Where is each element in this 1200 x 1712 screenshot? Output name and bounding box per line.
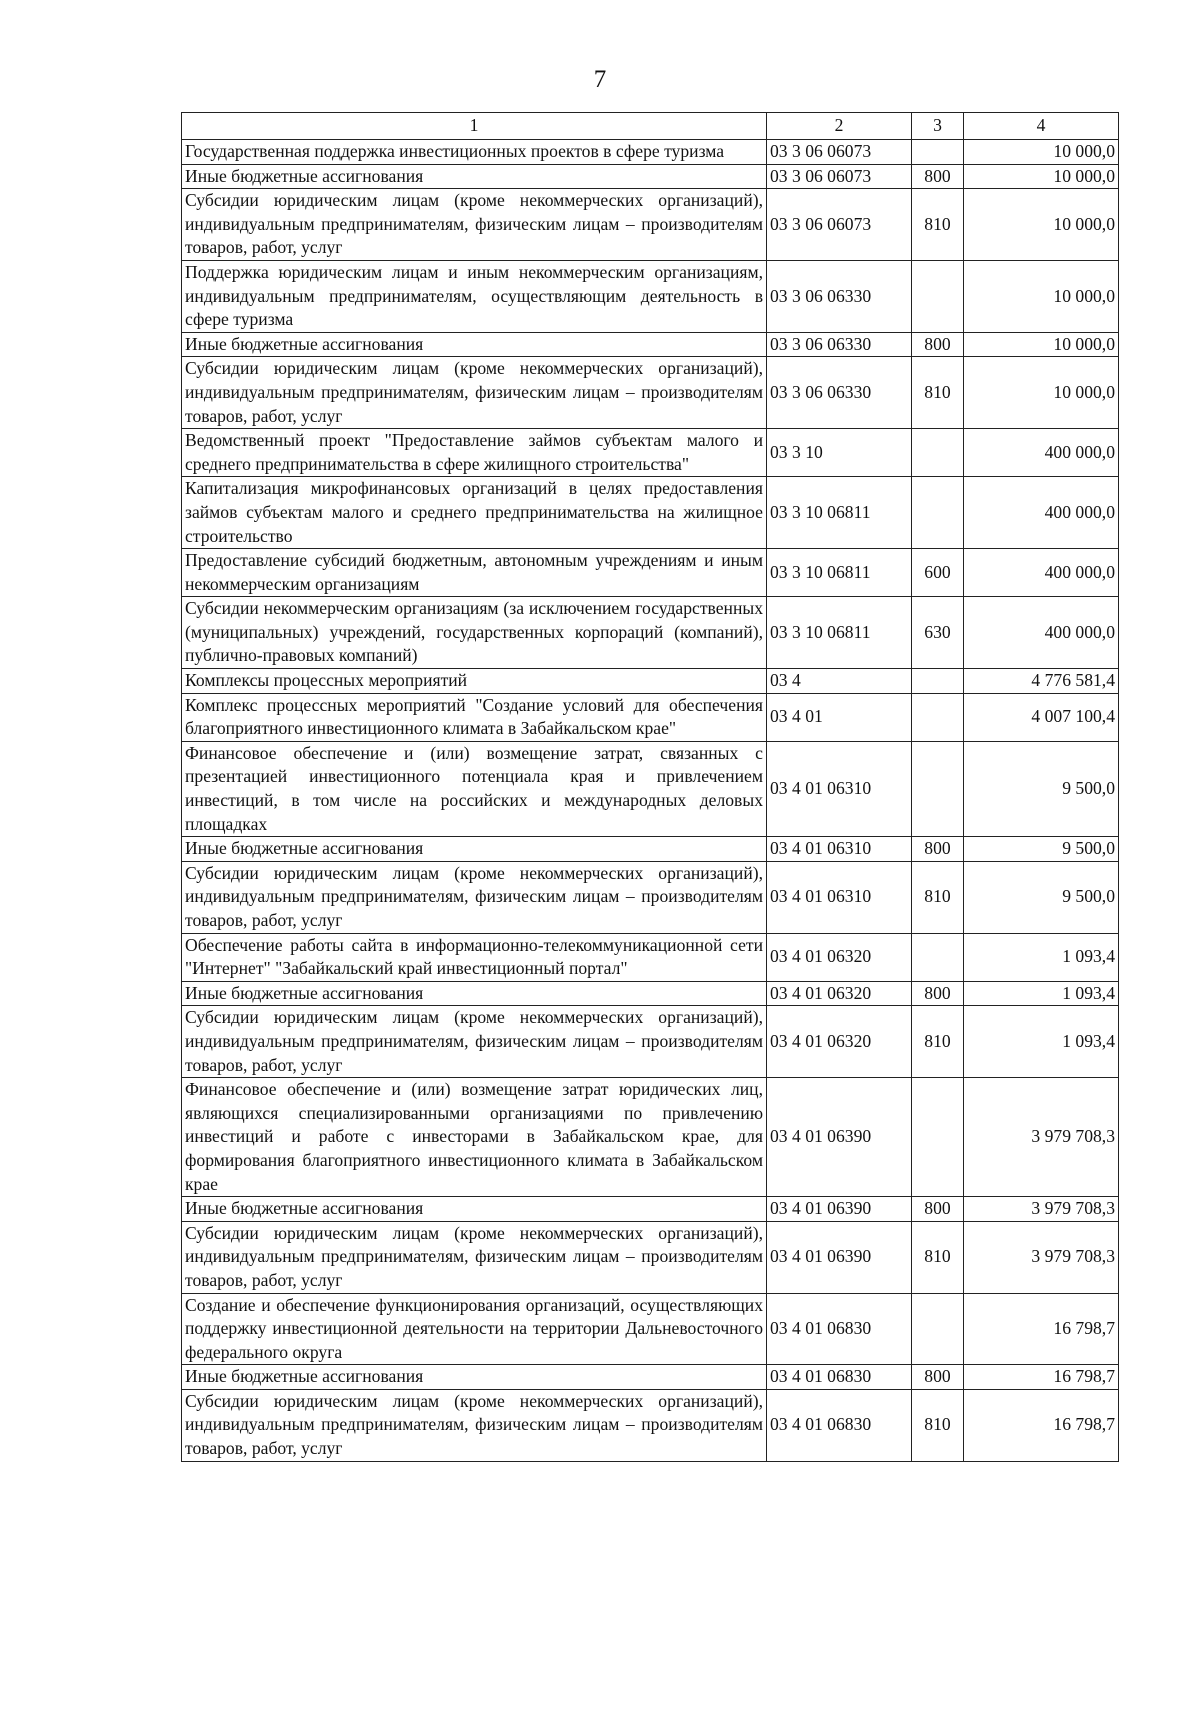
column-header: 1 xyxy=(182,113,767,140)
row-type-cell: 810 xyxy=(912,357,964,429)
table-row xyxy=(182,332,1119,357)
row-type-cell xyxy=(912,693,964,741)
row-type-cell xyxy=(912,260,964,332)
row-type-cell: 800 xyxy=(912,1197,964,1222)
row-name-cell: Субсидии юридическим лицам (кроме некоммерческих организаций), индивидуальным предпринимателям, физическим лицам – производителям товаров, работ, услуг xyxy=(182,1006,767,1078)
row-type-cell xyxy=(912,741,964,836)
row-name-cell: Комплекс процессных мероприятий "Создание условий для обеспечения благоприятного инвестиционного климата в Забайкальском крае" xyxy=(182,693,767,741)
row-amount-cell: 16 798,7 xyxy=(964,1293,1119,1365)
row-amount-cell: 3 979 708,3 xyxy=(964,1197,1119,1222)
row-type-cell: 810 xyxy=(912,861,964,933)
row-name-cell: Финансовое обеспечение и (или) возмещение затрат юридических лиц, являющихся специализированными организациями по привлечению инвестиций и работе с инвесторами в Забайкальском крае, для формирования благоприятного инвестиционного климата в Забайкальском крае xyxy=(182,1078,767,1197)
row-amount-cell: 1 093,4 xyxy=(964,933,1119,981)
row-amount-cell: 10 000,0 xyxy=(964,164,1119,189)
row-name-cell: Поддержка юридическим лицам и иным некоммерческим организациям, индивидуальным предпринимателям, осуществляющим деятельность в сфере туризма xyxy=(182,260,767,332)
table-row xyxy=(182,597,1119,669)
row-amount-cell: 10 000,0 xyxy=(964,332,1119,357)
row-code-cell: 03 4 01 06390 xyxy=(767,1221,912,1293)
row-name-cell: Государственная поддержка инвестиционных проектов в сфере туризма xyxy=(182,140,767,165)
row-amount-cell: 4 007 100,4 xyxy=(964,693,1119,741)
table-row xyxy=(182,140,1119,165)
table-row xyxy=(182,1365,1119,1390)
row-amount-cell: 16 798,7 xyxy=(964,1365,1119,1390)
row-amount-cell: 400 000,0 xyxy=(964,549,1119,597)
budget-table xyxy=(181,112,1119,1462)
row-amount-cell: 9 500,0 xyxy=(964,861,1119,933)
row-code-cell: 03 4 01 06310 xyxy=(767,861,912,933)
row-name-cell: Обеспечение работы сайта в информационно-телекоммуникационной сети "Интернет" "Забайкальский край инвестиционный портал" xyxy=(182,933,767,981)
row-type-cell: 810 xyxy=(912,1221,964,1293)
row-name-cell: Субсидии юридическим лицам (кроме некоммерческих организаций), индивидуальным предпринимателям, физическим лицам – производителям товаров, работ, услуг xyxy=(182,1221,767,1293)
row-name-cell: Иные бюджетные ассигнования xyxy=(182,332,767,357)
row-name-cell: Субсидии юридическим лицам (кроме некоммерческих организаций), индивидуальным предпринимателям, физическим лицам – производителям товаров, работ, услуг xyxy=(182,861,767,933)
row-name-cell: Иные бюджетные ассигнования xyxy=(182,981,767,1006)
row-type-cell xyxy=(912,429,964,477)
page-number: 7 xyxy=(593,66,607,93)
table-header-row xyxy=(182,113,1119,140)
table-row xyxy=(182,981,1119,1006)
row-name-cell: Субсидии юридическим лицам (кроме некоммерческих организаций), индивидуальным предпринимателям, физическим лицам – производителям товаров, работ, услуг xyxy=(182,357,767,429)
row-amount-cell: 4 776 581,4 xyxy=(964,669,1119,694)
table-row xyxy=(182,933,1119,981)
row-name-cell: Создание и обеспечение функционирования организаций, осуществляющих поддержку инвестиционной деятельности на территории Дальневосточного федерального округа xyxy=(182,1293,767,1365)
row-code-cell: 03 3 06 06073 xyxy=(767,140,912,165)
row-code-cell: 03 4 01 06830 xyxy=(767,1365,912,1390)
row-code-cell: 03 4 01 06830 xyxy=(767,1293,912,1365)
table-row xyxy=(182,1197,1119,1222)
row-type-cell: 800 xyxy=(912,981,964,1006)
row-amount-cell: 3 979 708,3 xyxy=(964,1078,1119,1197)
row-type-cell xyxy=(912,1078,964,1197)
row-amount-cell: 10 000,0 xyxy=(964,189,1119,261)
row-code-cell: 03 3 10 xyxy=(767,429,912,477)
row-code-cell: 03 3 06 06330 xyxy=(767,332,912,357)
table-row xyxy=(182,693,1119,741)
row-type-cell: 810 xyxy=(912,1389,964,1461)
table-row xyxy=(182,164,1119,189)
table-row xyxy=(182,837,1119,862)
table-row xyxy=(182,549,1119,597)
row-code-cell: 03 4 01 06830 xyxy=(767,1389,912,1461)
row-code-cell: 03 3 10 06811 xyxy=(767,549,912,597)
row-code-cell: 03 3 06 06073 xyxy=(767,164,912,189)
row-code-cell: 03 3 06 06330 xyxy=(767,260,912,332)
row-amount-cell: 9 500,0 xyxy=(964,741,1119,836)
row-name-cell: Финансовое обеспечение и (или) возмещение затрат, связанных с презентацией инвестиционного потенциала края и привлечением инвестиций, в том числе на российских и международных деловых площадках xyxy=(182,741,767,836)
row-type-cell xyxy=(912,477,964,549)
table-body xyxy=(182,113,1119,1462)
row-type-cell: 800 xyxy=(912,837,964,862)
row-code-cell: 03 4 01 xyxy=(767,693,912,741)
column-header: 4 xyxy=(964,113,1119,140)
row-code-cell: 03 3 06 06330 xyxy=(767,357,912,429)
row-amount-cell: 10 000,0 xyxy=(964,140,1119,165)
row-name-cell: Капитализация микрофинансовых организаций в целях предоставления займов субъектам малого и среднего предпринимательства на жилищное строительство xyxy=(182,477,767,549)
row-code-cell: 03 4 01 06320 xyxy=(767,933,912,981)
row-name-cell: Иные бюджетные ассигнования xyxy=(182,164,767,189)
row-type-cell: 810 xyxy=(912,1006,964,1078)
row-type-cell xyxy=(912,1293,964,1365)
row-amount-cell: 10 000,0 xyxy=(964,260,1119,332)
row-code-cell: 03 4 01 06320 xyxy=(767,1006,912,1078)
row-name-cell: Субсидии юридическим лицам (кроме некоммерческих организаций), индивидуальным предпринимателям, физическим лицам – производителям товаров, работ, услуг xyxy=(182,1389,767,1461)
row-code-cell: 03 4 01 06320 xyxy=(767,981,912,1006)
row-name-cell: Субсидии некоммерческим организациям (за исключением государственных (муниципальных) учреждений, государственных корпораций (компаний), публично-правовых компаний) xyxy=(182,597,767,669)
table-row xyxy=(182,260,1119,332)
table-row xyxy=(182,1389,1119,1461)
table-row xyxy=(182,1221,1119,1293)
row-type-cell: 630 xyxy=(912,597,964,669)
row-amount-cell: 10 000,0 xyxy=(964,357,1119,429)
table-row xyxy=(182,669,1119,694)
column-header: 3 xyxy=(912,113,964,140)
row-code-cell: 03 4 xyxy=(767,669,912,694)
row-type-cell xyxy=(912,933,964,981)
row-type-cell: 800 xyxy=(912,332,964,357)
row-name-cell: Ведомственный проект "Предоставление займов субъектам малого и среднего предпринимательства в сфере жилищного строительства" xyxy=(182,429,767,477)
row-name-cell: Иные бюджетные ассигнования xyxy=(182,1197,767,1222)
table-row xyxy=(182,741,1119,836)
row-amount-cell: 1 093,4 xyxy=(964,981,1119,1006)
row-amount-cell: 9 500,0 xyxy=(964,837,1119,862)
row-amount-cell: 3 979 708,3 xyxy=(964,1221,1119,1293)
row-amount-cell: 400 000,0 xyxy=(964,477,1119,549)
row-type-cell: 800 xyxy=(912,164,964,189)
table-row xyxy=(182,1078,1119,1197)
row-code-cell: 03 3 10 06811 xyxy=(767,477,912,549)
row-amount-cell: 400 000,0 xyxy=(964,597,1119,669)
row-amount-cell: 400 000,0 xyxy=(964,429,1119,477)
row-name-cell: Предоставление субсидий бюджетным, автономным учреждениям и иным некоммерческим организациям xyxy=(182,549,767,597)
row-code-cell: 03 4 01 06310 xyxy=(767,837,912,862)
row-type-cell xyxy=(912,669,964,694)
row-name-cell: Иные бюджетные ассигнования xyxy=(182,1365,767,1390)
row-name-cell: Иные бюджетные ассигнования xyxy=(182,837,767,862)
column-header: 2 xyxy=(767,113,912,140)
table-row xyxy=(182,429,1119,477)
row-type-cell: 810 xyxy=(912,189,964,261)
row-amount-cell: 16 798,7 xyxy=(964,1389,1119,1461)
row-amount-cell: 1 093,4 xyxy=(964,1006,1119,1078)
table-row xyxy=(182,861,1119,933)
row-type-cell xyxy=(912,140,964,165)
row-code-cell: 03 4 01 06390 xyxy=(767,1078,912,1197)
row-type-cell: 600 xyxy=(912,549,964,597)
table-row xyxy=(182,357,1119,429)
row-code-cell: 03 3 10 06811 xyxy=(767,597,912,669)
row-code-cell: 03 4 01 06310 xyxy=(767,741,912,836)
table-row xyxy=(182,477,1119,549)
row-name-cell: Комплексы процессных мероприятий xyxy=(182,669,767,694)
row-type-cell: 800 xyxy=(912,1365,964,1390)
table-row xyxy=(182,189,1119,261)
table-row xyxy=(182,1006,1119,1078)
table-row xyxy=(182,1293,1119,1365)
row-code-cell: 03 4 01 06390 xyxy=(767,1197,912,1222)
row-code-cell: 03 3 06 06073 xyxy=(767,189,912,261)
row-name-cell: Субсидии юридическим лицам (кроме некоммерческих организаций), индивидуальным предпринимателям, физическим лицам – производителям товаров, работ, услуг xyxy=(182,189,767,261)
